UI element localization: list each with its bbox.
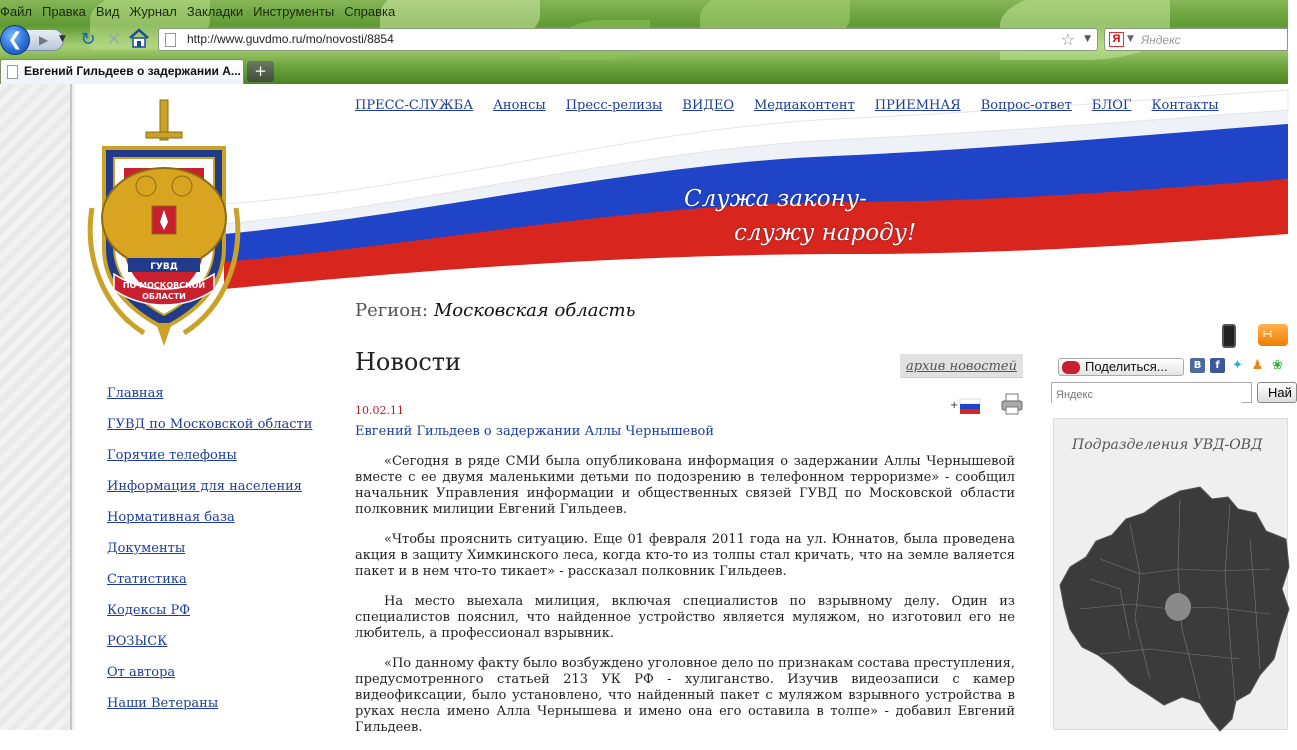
units-map-panel <box>1053 418 1288 730</box>
site-search-button[interactable]: Най <box>1257 382 1297 403</box>
rss-icon[interactable]: ∺ <box>1258 324 1288 346</box>
nav-blog[interactable]: БЛОГ <box>1091 98 1132 113</box>
active-tab[interactable] <box>0 59 244 84</box>
sidebar-item-statistics[interactable]: Статистика <box>107 572 187 587</box>
menu-file[interactable]: Файл <box>0 4 32 19</box>
search-bar[interactable] <box>1104 28 1288 51</box>
sidebar-item-main[interactable]: Главная <box>107 386 164 401</box>
guvd-emblem-logo <box>84 98 244 348</box>
printer-icon[interactable] <box>1000 392 1024 416</box>
nav-announcements[interactable]: Анонсы <box>493 98 546 113</box>
share-button[interactable] <box>1058 358 1184 376</box>
menu-bookmarks[interactable]: Закладки <box>186 4 244 19</box>
menu-bar <box>0 4 400 22</box>
nav-faq[interactable]: Вопрос-ответ <box>980 98 1072 113</box>
left-sidebar-menu <box>107 386 337 727</box>
history-dropdown-icon[interactable]: ▼ <box>59 34 66 44</box>
top-navigation <box>355 98 1219 113</box>
menu-edit[interactable]: Правка <box>41 4 86 19</box>
archive-button[interactable] <box>900 354 1023 378</box>
svg-text:+: + <box>950 400 959 411</box>
article-paragraph: «По данному факту было возбуждено уголовное дело по признакам состава преступления, предусмотренного статьей 213 УК РФ - хулиганство. Изучив видеозаписи с камер видеофиксации, было установлено, что найденный пакет с муляжом взрывного устройства в руках несла имено Алла Чернышева и имено она его оставила в толпе» - добавил Евгений Гильдеев. <box>355 656 1015 735</box>
article-paragraph: «Чтобы прояснить ситуацию. Еще 01 февраля 2011 года на ул. Юннатов, была проведена акция в защиту Химкинского леса, когда кто-то из толпы стал кричать, что на земле валяется пакет и в нем что-то тикает» - рассказал полковник Гильдеев. <box>355 532 1015 579</box>
url-dropdown-icon[interactable]: ▼ <box>1084 34 1091 44</box>
sidebar-item-public-info[interactable]: Информация для населения <box>107 479 303 494</box>
sidebar-item-wanted[interactable]: РОЗЫСК <box>107 634 168 649</box>
home-icon[interactable] <box>127 28 151 52</box>
news-heading: Новости <box>355 348 462 376</box>
sidebar-item-codes[interactable]: Кодексы РФ <box>107 603 191 618</box>
browser-chrome <box>0 0 1288 84</box>
page-icon <box>165 33 176 47</box>
sidebar-item-veterans[interactable]: Наши Ветераны <box>107 696 219 711</box>
nav-media-content[interactable]: Медиаконтент <box>754 98 855 113</box>
nav-contacts[interactable]: Контакты <box>1151 98 1219 113</box>
nav-video[interactable]: ВИДЕО <box>682 98 734 113</box>
article-paragraph: На место выехала милиция, включая специалистов по взрывному делу. Один из специалистов пояснил, что найденное устройство является муляжом, но изготовил его не любитель, а профессионал взрывник. <box>355 594 1015 641</box>
russian-flag-icon[interactable] <box>950 396 982 414</box>
sidebar-item-hotlines[interactable]: Горячие телефоны <box>107 448 237 463</box>
page-icon <box>7 65 18 79</box>
stop-icon[interactable]: ✕ <box>106 29 122 50</box>
reload-icon[interactable]: ↻ <box>80 29 96 50</box>
slogan-line-2: служу народу! <box>734 220 917 246</box>
emblem-text-ribbon-2: ОБЛАСТИ <box>142 292 186 301</box>
moscow-city-area[interactable] <box>1165 593 1191 621</box>
region-line <box>355 300 635 321</box>
slogan-line-1: Служа закону- <box>684 186 867 212</box>
people-icon[interactable]: ♟ <box>1251 358 1264 373</box>
yandex-icon[interactable]: Я <box>1109 32 1124 47</box>
article-body <box>355 454 1015 750</box>
mail-agent-icon[interactable]: ❀ <box>1272 358 1283 373</box>
nav-press-releases[interactable]: Пресс-релизы <box>565 98 663 113</box>
site-search-field[interactable] <box>1051 382 1252 403</box>
article-title-link[interactable]: Евгений Гильдеев о задержании Аллы Чернышевой <box>355 424 715 439</box>
share-label: Поделиться... <box>1085 359 1168 374</box>
map-title: Подразделения УВД-ОВД <box>1072 437 1263 453</box>
side-pattern-decoration <box>0 84 72 730</box>
menu-help[interactable]: Справка <box>344 4 396 19</box>
search-engine-dropdown-icon[interactable]: ▼ <box>1127 34 1134 44</box>
menu-history[interactable]: Журнал <box>129 4 177 19</box>
nav-reception[interactable]: ПРИЕМНАЯ <box>874 98 961 113</box>
forward-button[interactable] <box>24 29 64 51</box>
tab-strip <box>0 58 1288 84</box>
emblem-text-ribbon: ПО МОСКОВСКОЙ <box>122 281 206 290</box>
nav-press-service[interactable]: ПРЕСС-СЛУЖБА <box>355 98 474 113</box>
sidebar-item-from-author[interactable]: От автора <box>107 665 176 680</box>
facebook-icon[interactable]: f <box>1210 358 1225 373</box>
region-value: Московская область <box>433 300 636 321</box>
back-arrow-icon: ❮ <box>7 29 23 50</box>
back-button[interactable] <box>0 25 30 55</box>
flag-wave-banner <box>74 84 1288 354</box>
bookmark-star-icon[interactable]: ☆ <box>1060 30 1075 49</box>
sidebar-item-regulations[interactable]: Нормативная база <box>107 510 235 525</box>
web-page <box>0 84 1292 735</box>
menu-tools[interactable]: Инструменты <box>253 4 335 19</box>
sidebar-item-documents[interactable]: Документы <box>107 541 186 556</box>
moscow-region-map[interactable] <box>1060 479 1289 731</box>
site-search-input[interactable] <box>1052 386 1242 404</box>
news-date: 10.02.11 <box>355 404 404 417</box>
url-text[interactable]: http://www.guvdmo.ru/mo/novosti/8854 <box>187 32 394 46</box>
share-icon <box>1062 361 1080 374</box>
search-placeholder[interactable]: Яндекс <box>1141 33 1181 47</box>
address-bar[interactable] <box>158 28 1098 51</box>
region-label: Регион: <box>355 300 429 321</box>
menu-view[interactable]: Вид <box>95 4 120 19</box>
sidebar-item-guvd[interactable]: ГУВД по Московской области <box>107 417 313 432</box>
navigation-toolbar <box>0 25 1288 55</box>
vkontakte-icon[interactable]: В <box>1190 358 1205 373</box>
tab-title[interactable]: Евгений Гильдеев о задержании А... <box>24 64 241 78</box>
mobile-phone-icon[interactable] <box>1222 324 1236 348</box>
new-tab-button[interactable]: + <box>247 61 274 82</box>
twitter-icon[interactable]: ✦ <box>1232 358 1243 373</box>
article-paragraph: «Сегодня в ряде СМИ была опубликована информация о задержании Аллы Чернышевой вместе с ее двумя маленькими детьми по подозрению в телефонном терроризме» - сообщил начальник Управления информации и общественных связей ГУВД по Московской области полковник милиции Евгений Гильдеев. <box>355 454 1015 517</box>
emblem-text-top: ГУВД <box>150 262 178 272</box>
forward-arrow-icon: ▶ <box>39 33 49 47</box>
archive-link[interactable]: архив новостей <box>906 359 1017 374</box>
